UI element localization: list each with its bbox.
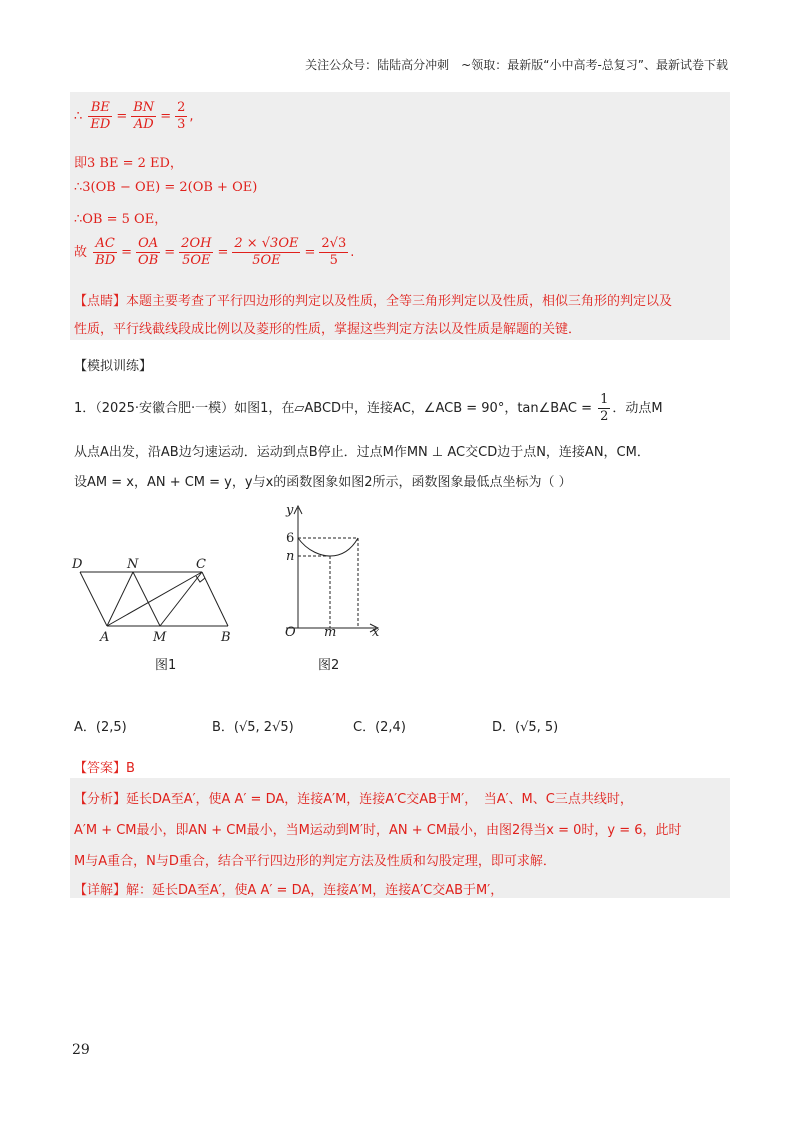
fraction-2oh-5oe: $\frac{2OH}{5OE}$ bbox=[181, 236, 212, 268]
fraction-oa-ob: $\frac{OA}{OB}$ bbox=[138, 236, 159, 268]
label-b: B bbox=[221, 630, 231, 645]
segment-cb bbox=[202, 572, 228, 626]
fraction-2root3oe-5oe: $\frac{2 \times √3OE}{5OE}$ bbox=[234, 236, 299, 268]
segment-ac bbox=[107, 572, 202, 626]
fraction-ac-bd: $\frac{AC}{BD}$ bbox=[95, 236, 116, 268]
figure-2-graph bbox=[278, 500, 388, 642]
page-number: 29 bbox=[72, 1042, 90, 1058]
figure-1-parallelogram bbox=[66, 552, 246, 647]
section-title: 【模拟训练】 bbox=[74, 359, 153, 374]
fraction-2-3: $\frac{2}{3}$ bbox=[177, 100, 186, 132]
fraction-bn-ad: $\frac{BN}{AD}$ bbox=[133, 100, 155, 132]
solution-line-4: ∴OB = 5 OE， bbox=[74, 212, 168, 227]
question-line-2: 从点A出发，沿AB边匀速运动．运动到点B停止．过点M作MN ⊥ AC交CD边于点N，连接AN，CM． bbox=[74, 445, 650, 460]
solution-line-2: 即3 BE = 2 ED， bbox=[74, 156, 183, 171]
page-header: 关注公众号：陆陆高分冲刺 ~领取：最新版“小中高考-总复习”、最新试卷下载 bbox=[305, 58, 728, 72]
label-c: C bbox=[196, 557, 206, 572]
label-x: x bbox=[372, 625, 380, 640]
label-d: D bbox=[72, 557, 83, 572]
comment-line-1: 【点睛】本题主要考查了平行四边形的判定以及性质，全等三角形判定以及性质，相似三角形的判定以及 bbox=[74, 294, 673, 309]
function-curve bbox=[298, 538, 358, 556]
detail-line-1: 【详解】解：延长DA至A′，使A A′ = DA，连接A′M，连接A′C交AB于M′， bbox=[74, 883, 504, 898]
label-6: 6 bbox=[286, 531, 295, 546]
solution-line-1: ∴ $\frac{BE}{ED}$ = $\frac{BN}{AD}$ = $\frac{2}{3}$ , bbox=[74, 100, 194, 132]
figure-1-caption: 图1 bbox=[155, 658, 177, 673]
segment-da bbox=[80, 572, 107, 626]
fraction-1-2: $\frac{1}{2}$ bbox=[600, 392, 609, 424]
label-a: A bbox=[100, 630, 110, 645]
right-angle-mark bbox=[196, 576, 205, 582]
label-m-axis: m bbox=[324, 625, 337, 640]
label-n-axis: n bbox=[286, 549, 295, 564]
question-line-1: 1．（2025·安徽合肥·一模）如图1，在▱ABCD中，连接AC，∠ACB = 90°，tan∠BAC = $\frac{1}{2}$ ．动点M bbox=[74, 392, 663, 424]
label-m: M bbox=[153, 630, 167, 645]
label-o: O bbox=[285, 625, 296, 640]
analysis-line-2: A′M + CM最小，即AN + CM最小，当M运动到M′时，AN + CM最小，由图2得当x = 0时，y = 6，此时 bbox=[74, 823, 682, 838]
segment-an bbox=[107, 572, 133, 626]
comment-label: 【点睛】 bbox=[74, 294, 127, 309]
label-n: N bbox=[127, 557, 139, 572]
analysis-line-3: M与A重合，N与D重合，结合平行四边形的判定方法及性质和勾股定理，即可求解． bbox=[74, 854, 556, 869]
option-b[interactable]: B．(√5, 2√5) bbox=[212, 720, 294, 735]
option-c[interactable]: C．(2,4) bbox=[353, 720, 406, 735]
therefore-symbol: ∴ bbox=[74, 109, 83, 124]
segment-nm bbox=[133, 572, 160, 626]
question-line-3: 设AM = x，AN + CM = y，y与x的函数图象如图2所示，函数图象最低点坐标为（ ） bbox=[74, 475, 572, 490]
fraction-be-ed: $\frac{BE}{ED}$ bbox=[90, 100, 111, 132]
answer-line bbox=[74, 757, 135, 776]
analysis-line-1: 【分析】延长DA至A′，使A A′ = DA，连接A′M，连接A′C交AB于M′， 当A′、M、C三点共线时， bbox=[74, 792, 633, 807]
segment-mc bbox=[160, 572, 202, 626]
answer-label: 【答案】 bbox=[74, 761, 127, 776]
detail-label: 【详解】 bbox=[74, 883, 127, 898]
fraction-2root3-5: $\frac{2√3}{5}$ bbox=[321, 236, 347, 268]
analysis-label: 【分析】 bbox=[74, 792, 127, 807]
option-d[interactable]: D．(√5, 5) bbox=[492, 720, 559, 735]
comment-line-2: 性质，平行线截线段成比例以及菱形的性质，掌握这些判定方法以及性质是解题的关键． bbox=[74, 322, 582, 337]
solution-line-3: ∴3(OB − OE) = 2(OB + OE) bbox=[74, 180, 258, 195]
solution-line-5: 故 $\frac{AC}{BD}$ = $\frac{OA}{OB}$ = $\frac{2OH}{5OE}$ = $\frac{2 \times √3OE}{5OE}$ = $\frac{2√3}{5}$ . bbox=[74, 236, 355, 268]
option-a[interactable]: A．(2,5) bbox=[74, 720, 127, 735]
figure-2-caption: 图2 bbox=[318, 658, 340, 673]
label-y: y bbox=[286, 503, 294, 518]
answer-value: B bbox=[126, 761, 135, 776]
